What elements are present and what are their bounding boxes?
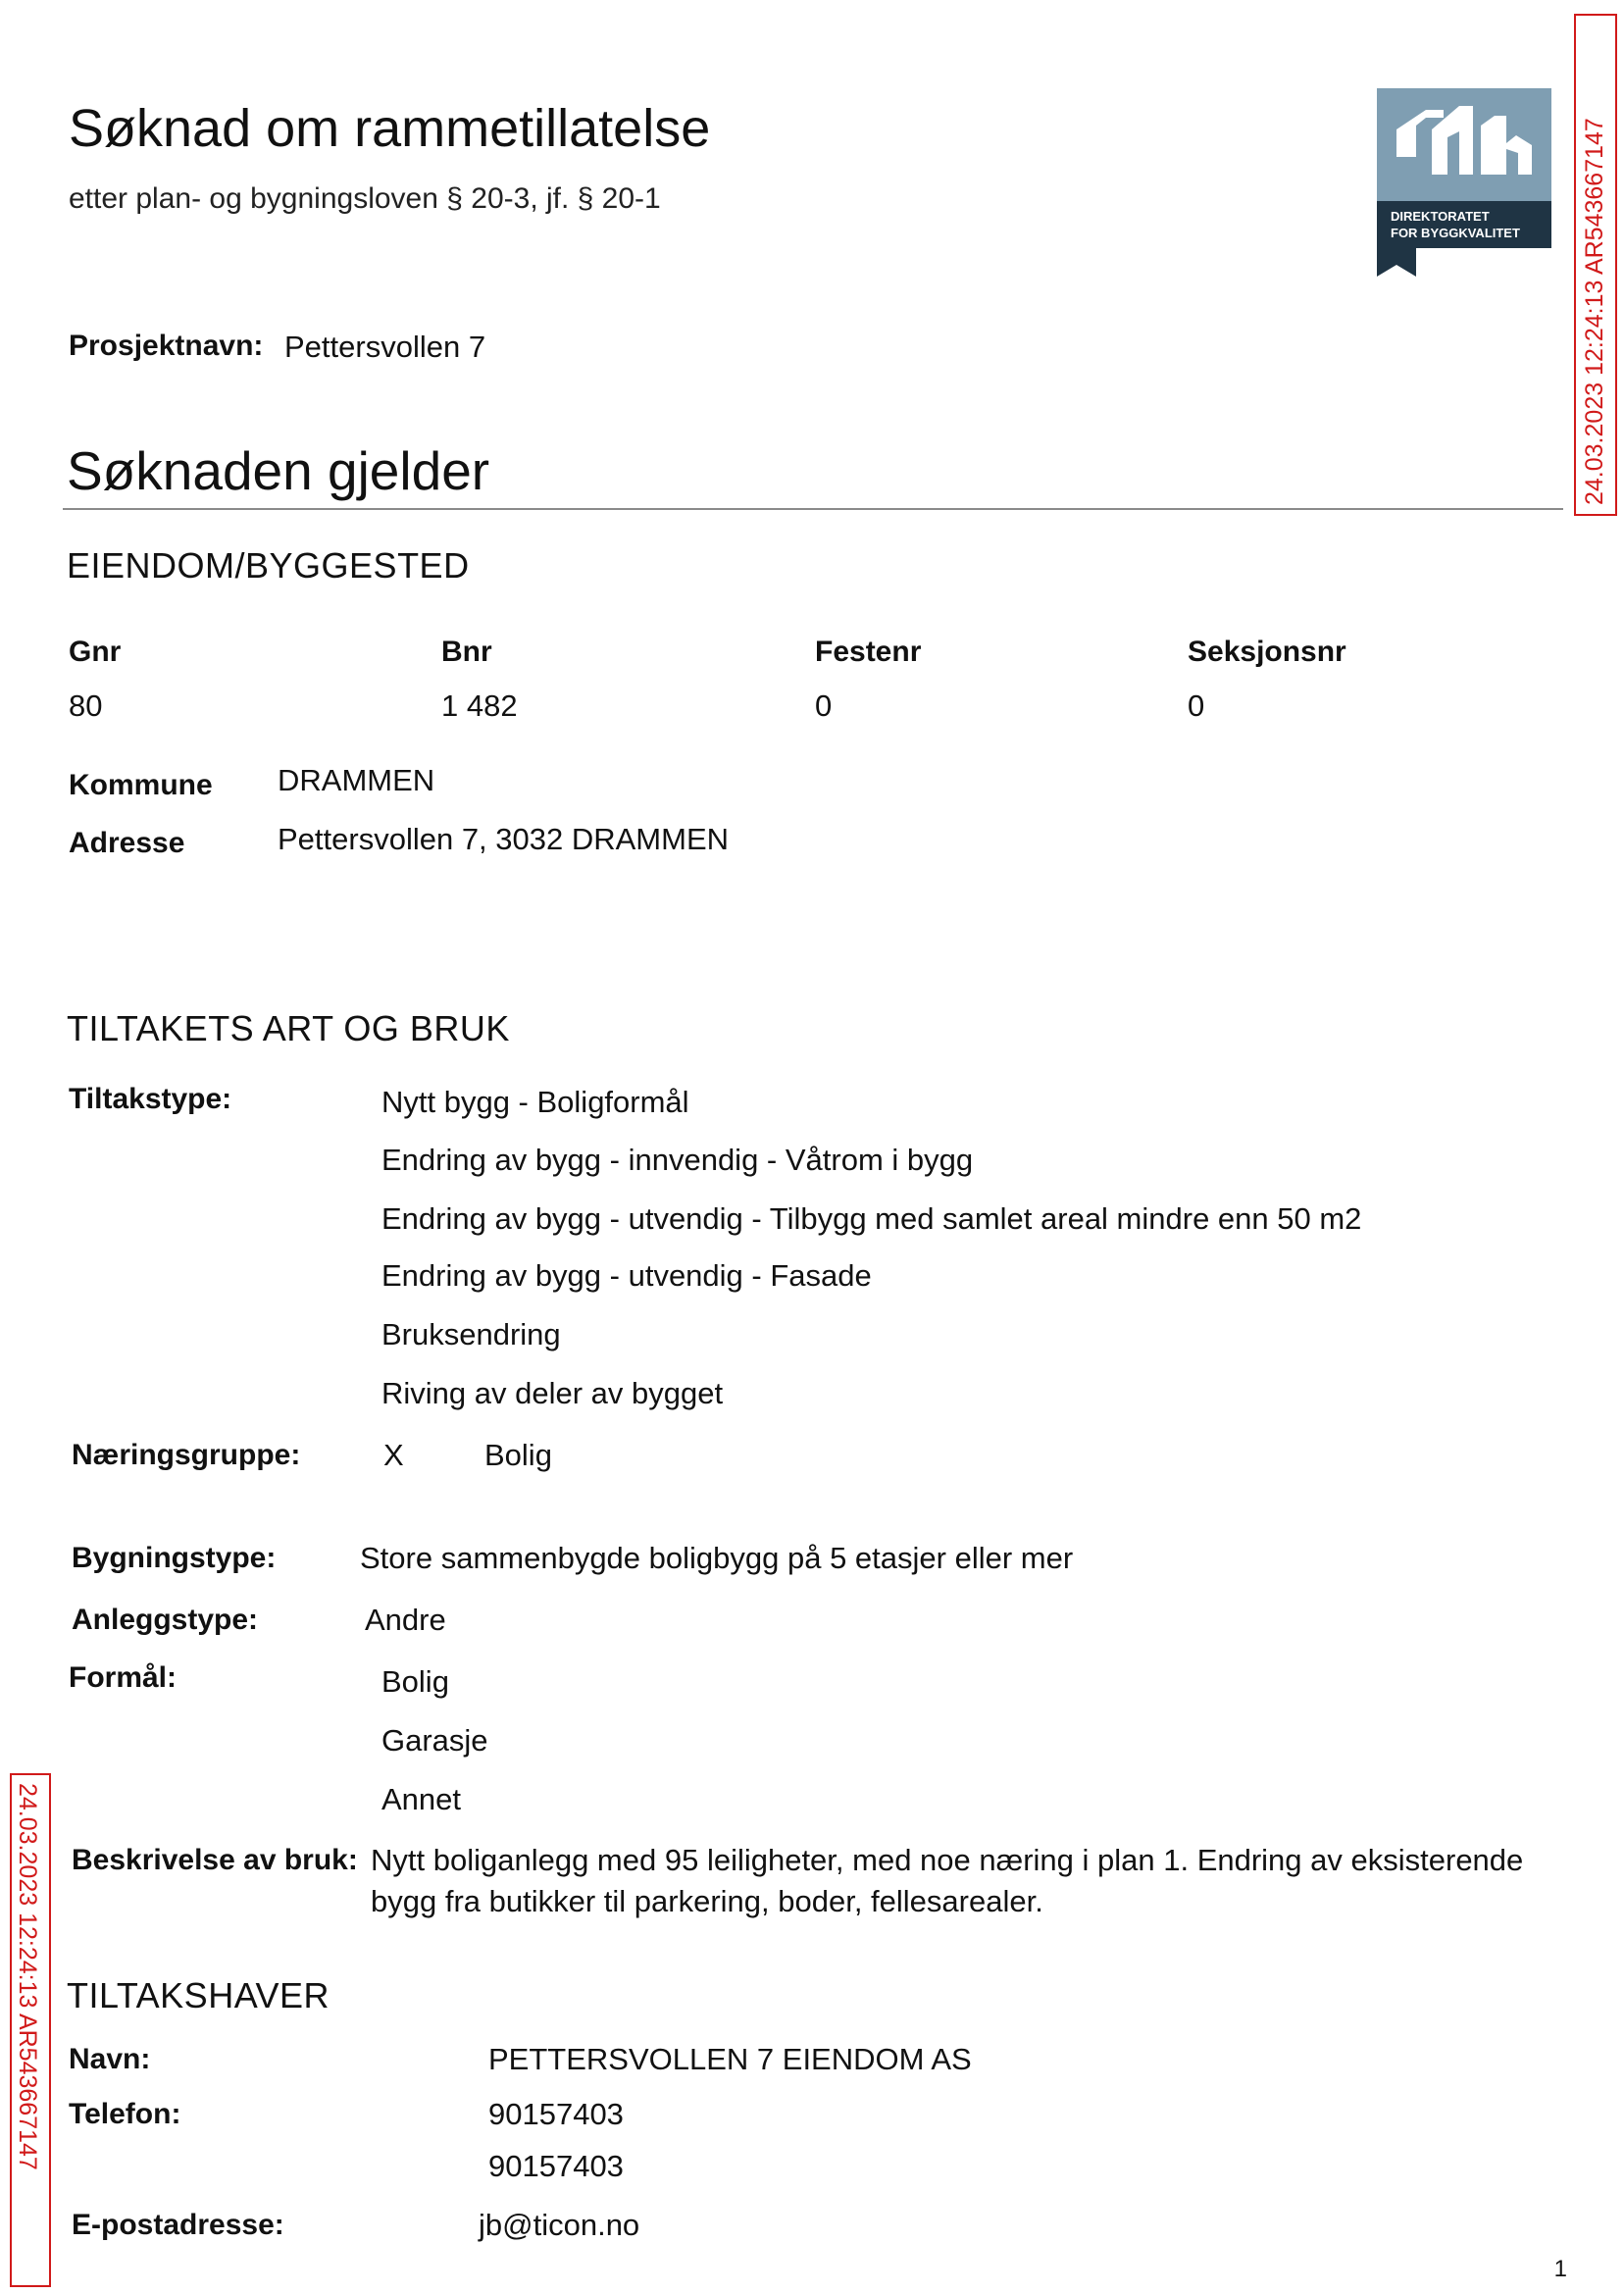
naeringsgruppe-value: Bolig bbox=[484, 1438, 552, 1472]
document-title: Søknad om rammetillatelse bbox=[69, 99, 711, 158]
project-value: Pettersvollen 7 bbox=[284, 330, 486, 364]
document-subtitle: etter plan- og bygningsloven § 20-3, jf. § 20-1 bbox=[69, 182, 661, 215]
navn-value: PETTERSVOLLEN 7 EIENDOM AS bbox=[488, 2042, 972, 2076]
archive-stamp-top-text: 24.03.2023 12:24:13 AR543667147 bbox=[1581, 118, 1608, 505]
beskrivelse-label: Beskrivelse av bruk: bbox=[72, 1844, 358, 1876]
telefon-value: 90157403 bbox=[488, 2097, 624, 2131]
navn-label: Navn: bbox=[69, 2043, 151, 2075]
archive-stamp-left-text: 24.03.2023 12:24:13 AR543667147 bbox=[14, 1783, 41, 2170]
formal-label: Formål: bbox=[69, 1661, 178, 1694]
anleggstype-value: Andre bbox=[365, 1603, 446, 1637]
page-number: 1 bbox=[1553, 2256, 1567, 2282]
section-divider bbox=[63, 508, 1563, 510]
telefon-value: 90157403 bbox=[488, 2149, 624, 2183]
epost-label: E-postadresse: bbox=[72, 2209, 284, 2241]
formal-item: Annet bbox=[381, 1782, 462, 1816]
festenr-label: Festenr bbox=[815, 636, 922, 668]
section-title: Søknaden gjelder bbox=[67, 440, 490, 501]
beskrivelse-line1: Nytt boliganlegg med 95 leiligheter, med noe næring i plan 1. Endring av eksisterende bbox=[371, 1843, 1524, 1877]
kommune-value: DRAMMEN bbox=[278, 763, 435, 797]
bygningstype-label: Bygningstype: bbox=[72, 1542, 277, 1574]
naeringsgruppe-code: X bbox=[383, 1438, 404, 1472]
gnr-label: Gnr bbox=[69, 636, 122, 668]
gnr-value: 80 bbox=[69, 688, 103, 723]
tiltakstype-label: Tiltakstype: bbox=[69, 1083, 232, 1115]
tiltakshaver-heading: TILTAKSHAVER bbox=[67, 1975, 330, 2015]
tiltakstype-item: Bruksendring bbox=[381, 1317, 561, 1351]
property-heading: EIENDOM/BYGGESTED bbox=[67, 545, 470, 586]
anleggstype-label: Anleggstype: bbox=[72, 1604, 259, 1636]
tiltakstype-item: Riving av deler av bygget bbox=[381, 1376, 724, 1410]
kommune-label: Kommune bbox=[69, 769, 213, 801]
bygningstype-value: Store sammenbygde boligbygg på 5 etasjer eller mer bbox=[360, 1541, 1074, 1575]
seksjonsnr-value: 0 bbox=[1188, 688, 1205, 723]
logo-text-line2: FOR BYGGKVALITET bbox=[1391, 226, 1520, 240]
tiltakstype-item: Endring av bygg - utvendig - Tilbygg med samlet areal mindre enn 50 m2 bbox=[381, 1201, 1362, 1236]
epost-value[interactable]: jb@ticon.no bbox=[479, 2208, 640, 2242]
festenr-value: 0 bbox=[815, 688, 833, 723]
project-label: Prosjektnavn: bbox=[69, 330, 264, 362]
dibk-logo-icon bbox=[1377, 88, 1551, 277]
telefon-label: Telefon: bbox=[69, 2098, 181, 2130]
formal-item: Bolig bbox=[381, 1664, 449, 1699]
naeringsgruppe-label: Næringsgruppe: bbox=[72, 1439, 301, 1471]
bnr-label: Bnr bbox=[441, 636, 492, 668]
tiltakstype-item: Endring av bygg - utvendig - Fasade bbox=[381, 1258, 872, 1293]
tiltak-heading: TILTAKETS ART OG BRUK bbox=[67, 1008, 510, 1048]
tiltakstype-item: Nytt bygg - Boligformål bbox=[381, 1085, 689, 1119]
logo-text-line1: DIREKTORATET bbox=[1391, 209, 1490, 224]
beskrivelse-line2: bygg fra butikker til parkering, boder, fellesarealer. bbox=[371, 1884, 1043, 1918]
seksjonsnr-label: Seksjonsnr bbox=[1188, 636, 1346, 668]
adresse-label: Adresse bbox=[69, 827, 185, 859]
dibk-logo bbox=[1377, 88, 1551, 277]
formal-item: Garasje bbox=[381, 1723, 488, 1758]
adresse-value: Pettersvollen 7, 3032 DRAMMEN bbox=[278, 822, 730, 856]
tiltakstype-item: Endring av bygg - innvendig - Våtrom i bygg bbox=[381, 1143, 974, 1177]
bnr-value: 1 482 bbox=[441, 688, 518, 723]
